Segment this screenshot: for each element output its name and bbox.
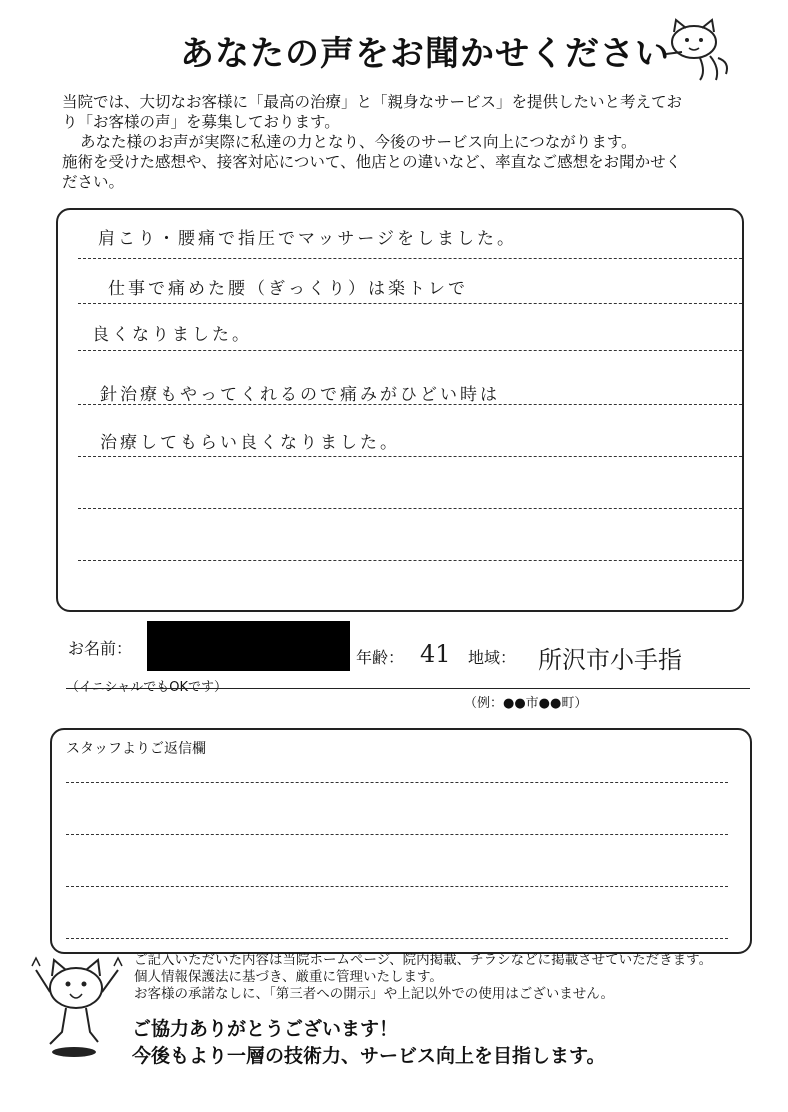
feedback-line-2: 仕事で痛めた腰（ぎっくり）は楽トレで xyxy=(108,279,468,299)
region-value: 所沢市小手指 xyxy=(538,646,682,674)
dotted-rule xyxy=(66,938,728,939)
thanks-line: 今後もより一層の技術力、サービス向上を目指します。 xyxy=(132,1045,606,1067)
privacy-line: 個人情報保護法に基づき、厳重に管理いたします。 xyxy=(134,969,443,985)
feedback-line-1: 肩こり・腰痛で指圧でマッサージをしました。 xyxy=(98,229,517,249)
page-title: あなたの声をお聞かせください xyxy=(180,34,670,74)
feedback-line-4: 針治療もやってくれるので痛みがひどい時は xyxy=(100,385,500,405)
intro-line: り「お客様の声」を募集しております。 xyxy=(62,113,340,131)
privacy-line: お客様の承諾なしに、「第三者への開示」や上記以外での使用はございません。 xyxy=(134,986,615,1002)
dotted-rule xyxy=(78,508,742,509)
dotted-rule xyxy=(78,404,742,405)
dotted-rule xyxy=(66,834,728,835)
thanks-message xyxy=(132,1016,605,1070)
privacy-line: ご記入いただいた内容は当院ホームページ、院内掲載、チラシなどに掲載させていただきます。 xyxy=(134,952,713,968)
dotted-rule xyxy=(66,782,728,783)
thanks-line: ご協力ありがとうございます！ xyxy=(132,1018,399,1040)
dotted-rule xyxy=(78,456,742,457)
dotted-rule xyxy=(78,350,742,351)
intro-text xyxy=(62,92,774,192)
staff-reply-heading: スタッフよりご返信欄 xyxy=(66,741,206,757)
initial-note: （イニシャルでもOKです） xyxy=(66,680,227,695)
feedback-line-3: 良くなりました。 xyxy=(92,325,252,345)
region-example: （例：●●市●●町） xyxy=(464,696,588,711)
feedback-line-5: 治療してもらい良くなりました。 xyxy=(100,433,400,453)
privacy-notice xyxy=(134,952,784,1003)
name-label: お名前： xyxy=(68,639,133,658)
age-value: 41 xyxy=(420,640,451,668)
region-label: 地域： xyxy=(468,648,517,667)
dotted-rule xyxy=(66,886,728,887)
cheering-cat-icon xyxy=(28,952,126,1060)
redacted-name xyxy=(147,621,350,671)
intro-line: ださい。 xyxy=(62,173,125,191)
dotted-rule xyxy=(78,560,742,561)
intro-line: あなた様のお声が実際に私達の力となり、今後のサービス向上につながります。 xyxy=(80,133,637,151)
cat-mascot-icon xyxy=(660,18,732,84)
intro-line: 施術を受けた感想や、接客対応について、他店との違いなど、率直なご感想をお聞かせく xyxy=(62,153,682,171)
dotted-rule xyxy=(78,303,742,304)
intro-line: 当院では、大切なお客様に「最高の治療」と「親身なサービス」を提供したいと考えてお xyxy=(62,93,683,111)
form-underline xyxy=(66,688,750,689)
staff-reply-box xyxy=(50,728,752,954)
dotted-rule xyxy=(78,258,742,259)
feedback-box xyxy=(56,208,744,612)
age-label: 年齢： xyxy=(356,648,405,667)
